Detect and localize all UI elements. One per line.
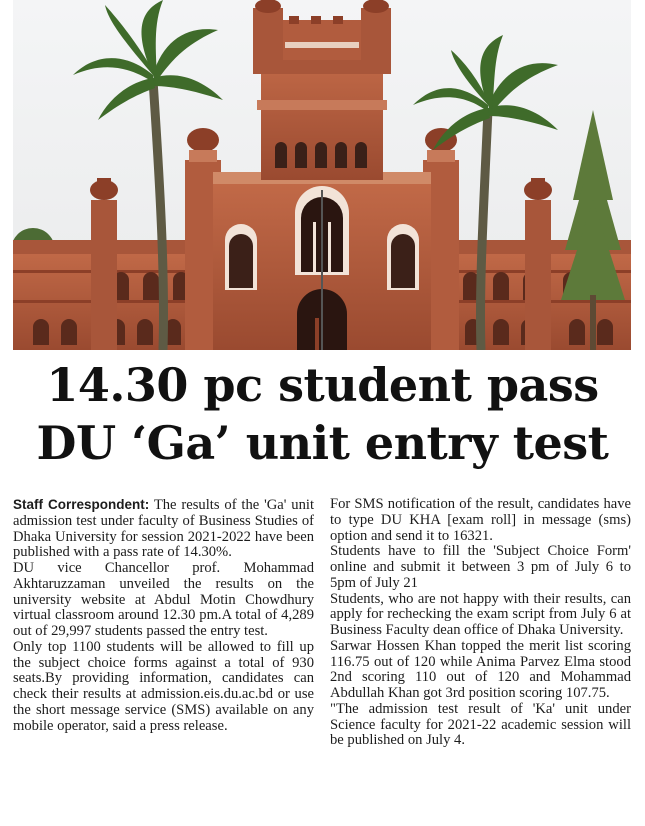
paragraph: Students, who are not happy with their results, can apply for rechecking the exam script from July 6 at Business Faculty dean office of Dhaka University. (330, 590, 631, 638)
headline-line-1: 14.30 pc student pass (46, 358, 599, 412)
paragraph: Students have to fill the 'Subject Choice Form' online and submit it between 3 pm of July 6 to 5pm of July 21 (330, 543, 631, 591)
byline: Staff Correspondent: (13, 497, 150, 512)
headline-line-2: DU ‘Ga’ unit entry test (36, 416, 609, 470)
paragraph-text: The results of the 'Ga' unit admission test under faculty of Business Studies of Dhaka University for session 2021-2022 have been published with a pass rate of 14.30%. (13, 497, 314, 561)
paragraph: "The admission test result of 'Ka' unit under Science faculty for 2021-22 academic session will be published on July 4. (330, 700, 631, 749)
headline (0, 356, 645, 472)
paragraph: Only top 1100 students will be allowed to fill up the subject choice forms against a total of 930 seats.By providing information, candidates can check their results at admission.eis.du.ac.bd or use the short message service (SMS) available on any mobile operator, said a press release. (13, 638, 314, 734)
paragraph (13, 497, 314, 561)
university-building-photo (13, 0, 631, 350)
article-column-left (13, 497, 314, 822)
article-body (13, 497, 631, 822)
paragraph: For SMS notification of the result, candidates have to type DU KHA [exam roll] in message (sms) option and send it to 16321. (330, 496, 631, 544)
article-column-right (330, 497, 631, 822)
paragraph: Sarwar Hossen Khan topped the merit list scoring 116.75 out of 120 while Anima Parvez Elma stood 2nd scoring 110 out of 120 and Mohammad Abdullah Khan got 3rd position scoring 107.75. (330, 637, 631, 701)
paragraph: DU vice Chancellor prof. Mohammad Akhtaruzzaman unveiled the results on the university website at Abdul Motin Chowdhury virtual classroom around 12.30 pm.A total of 4,289 out of 29,997 students passed the entry test. (13, 560, 314, 639)
